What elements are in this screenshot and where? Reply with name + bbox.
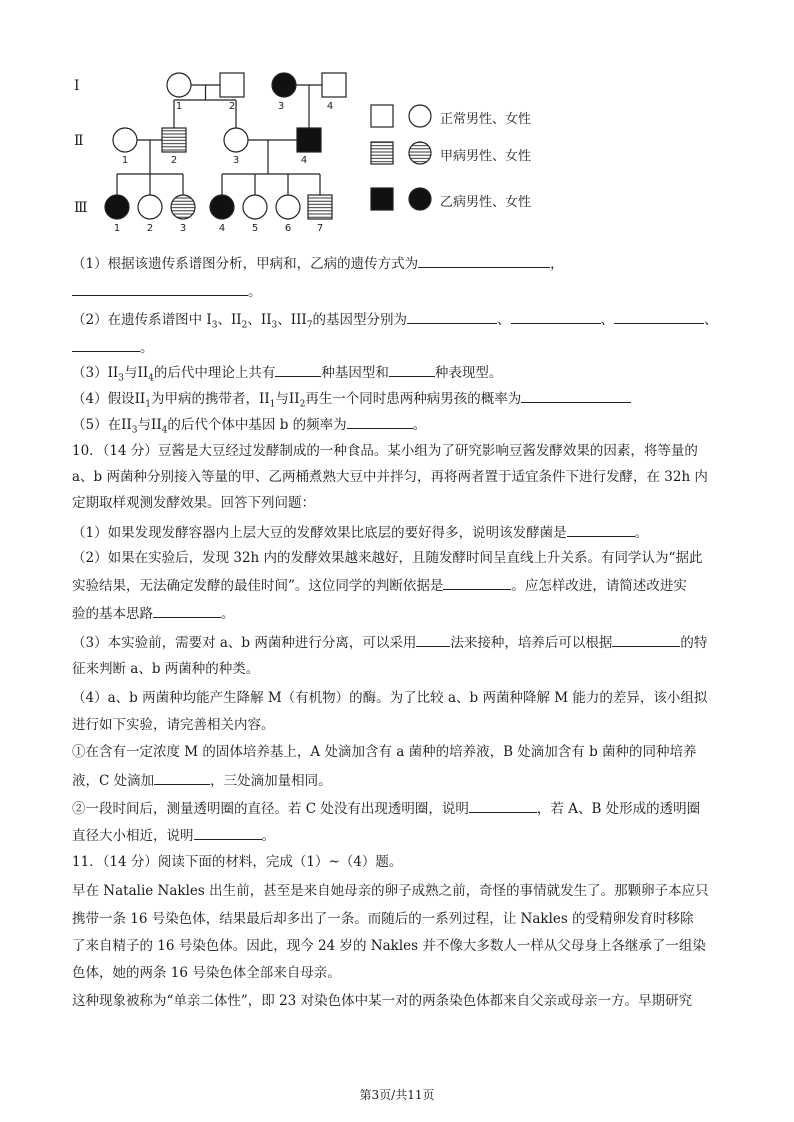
pedigree-I3-yi-female: [272, 73, 296, 97]
q10-part4-line6: [72, 825, 275, 845]
q9-part2-line2: [72, 337, 154, 357]
q11-text: 早在 Natalie Nakles 出生前，甚至是来自她母亲的卵子成熟之前，奇怪的事情就发生了。那颗卵子本应只: [72, 883, 709, 899]
pedigree-II1-normal-female: [113, 128, 137, 152]
q10-part2-end: 。: [221, 606, 235, 622]
num-I4: 4: [326, 101, 334, 112]
q11-text: 这种现象被称为“单亲二体性”，即 23 对染色体中某一对的两条染色体都来自父亲或母亲一方。早期研究: [72, 993, 693, 1009]
q11-line2: [72, 882, 709, 900]
gen-label-I: Ⅰ: [74, 78, 80, 94]
num-I3: 3: [277, 101, 285, 112]
legend-normal-label: 正常男性、女性: [440, 112, 532, 127]
q10-part3-line2: [72, 660, 259, 678]
answer-blank[interactable]: [511, 309, 601, 324]
q10-part3-line1: [72, 632, 707, 652]
answer-blank[interactable]: [443, 575, 511, 590]
q11-text: 携带一条 16 号染色体，结果最后却多出了一条。而随后的一系列过程，让 Nakles 的受精卵发育时移除: [72, 911, 694, 927]
q9-part5-text-c: 的后代个体中基因 b 的频率为: [167, 417, 347, 433]
separator: 、: [704, 312, 718, 328]
q10-part2-text-c: 验的基本思路: [72, 606, 153, 622]
q10-text: 进行如下实验，请完善相关内容。: [72, 717, 275, 733]
answer-blank[interactable]: [567, 522, 635, 537]
q9-part2-text-c: 、II: [247, 312, 272, 328]
q10-part4-line1: [72, 689, 707, 707]
separator: 、: [600, 312, 614, 328]
q10-part2-line1: [72, 549, 702, 567]
num-I1: 1: [175, 101, 183, 112]
subscript: 3: [211, 320, 218, 331]
answer-blank[interactable]: [612, 632, 680, 647]
pedigree-III2-normal-female: [138, 195, 162, 219]
gen-label-II: Ⅱ: [74, 133, 84, 149]
pedigree-legend: [360, 96, 590, 216]
pedigree-I2-normal-male: [220, 73, 244, 97]
legend-yi-male-symbol: [371, 188, 393, 210]
q10-part3-text-a: （3）本实验前，需要对 a、b 两菌种进行分离，可以采用: [72, 635, 417, 651]
pedigree-III6-normal-female: [276, 195, 300, 219]
q10-part2-text-b: 。应怎样改进，请简述改进实: [511, 578, 687, 594]
pedigree-II4-yi-male: [297, 128, 321, 152]
legend-jia-female-symbol: [409, 142, 431, 164]
q10-part3-text-c: 的特: [680, 635, 708, 651]
legend-yi-female-symbol: [409, 188, 431, 210]
subscript: 7: [306, 320, 313, 331]
q10-part4-line5: [72, 798, 700, 818]
q9-part2-text-a: （2）在遗传系谱图中 I: [72, 312, 212, 328]
num-III6: 6: [284, 223, 292, 232]
q11-line3: [72, 910, 694, 928]
q9-part3-text-e: 种表现型。: [434, 365, 503, 381]
num-III7: 7: [316, 223, 324, 232]
q11-line4: [72, 937, 706, 955]
q9-part3: [72, 362, 502, 388]
answer-blank[interactable]: [154, 770, 210, 785]
pedigree-chart: [70, 62, 370, 232]
q9-part2-text-e: 的基因型分别为: [312, 312, 407, 328]
q9-part5-text-a: （5）在II: [72, 417, 132, 433]
q10-part1: [72, 522, 648, 542]
pedigree-III7-jia-male: [308, 195, 332, 219]
q9-part1-line1: [72, 253, 564, 273]
pedigree-III4-yi-female: [210, 195, 234, 219]
pedigree-II3-normal-female: [224, 128, 248, 152]
legend-jia-male-symbol: [371, 142, 393, 164]
num-II3: 3: [232, 155, 240, 166]
answer-blank[interactable]: [389, 362, 435, 377]
num-III1: 1: [113, 223, 121, 232]
q9-part5-end: 。: [412, 417, 427, 433]
q9-part1-comma: ，: [550, 256, 564, 272]
page-footer: 第3页/共11页: [359, 1088, 435, 1102]
num-III2: 2: [146, 223, 154, 232]
q9-part4-text-c: 与II: [275, 391, 300, 407]
answer-blank[interactable]: [416, 632, 450, 647]
q9-part3-text-a: （3）II: [72, 365, 119, 381]
q10-text: 。: [261, 828, 275, 844]
pedigree-III3-jia-female: [171, 195, 195, 219]
q9-part5-text-b: 与II: [137, 417, 162, 433]
subscript: 3: [131, 425, 138, 436]
legend-normal-female-symbol: [409, 105, 431, 127]
num-III5: 5: [251, 223, 259, 232]
answer-blank[interactable]: [275, 362, 321, 377]
q10-part2-text: 实验结果，无法确定发酵的最佳时间”。这位同学的判断依据是: [72, 578, 444, 594]
q9-part2-text-b: 、II: [217, 312, 242, 328]
answer-blank[interactable]: [614, 309, 704, 324]
answer-blank[interactable]: [72, 337, 140, 352]
q10-text: 液，C 处滴加: [72, 773, 155, 789]
answer-blank[interactable]: [407, 309, 497, 324]
answer-blank[interactable]: [521, 388, 631, 403]
num-I2: 2: [228, 101, 236, 112]
num-II2: 2: [170, 155, 178, 166]
q10-part1-text: （1）如果发现发酵容器内上层大豆的发酵效果比底层的要好得多，说明该发酵菌是: [72, 525, 567, 541]
num-II1: 1: [121, 155, 129, 166]
q9-part4-text-a: （4）假设II: [72, 391, 146, 407]
q9-part5: [72, 414, 426, 440]
subscript: 4: [161, 425, 168, 436]
q11-line6: [72, 992, 692, 1010]
q10-part3-text-b: 法来接种，培养后可以根据: [450, 635, 613, 651]
q10-text: ①在含有一定浓度 M 的固体培养基上，A 处滴加含有 a 菌种的培养液，B 处滴加含有 b 菌种的同种培养: [72, 744, 697, 760]
q10-text: （4）a、b 两菌种均能产生降解 M（有机物）的酶。为了比较 a、b 两菌种降解 M 能力的差异，该小组拟: [72, 690, 708, 706]
q9-part3-text-c: 的后代中理论上共有: [153, 365, 276, 381]
q10-line1: [72, 442, 698, 460]
q10-text: a、b 两菌种分别接入等量的甲、乙两桶煮熟大豆中并拌匀，再将两者置于适宜条件下进行发酵，在 32h 内: [72, 469, 708, 485]
q9-part1-line2: [72, 281, 262, 301]
subscript: 2: [299, 399, 306, 410]
q10-text: 10．（14 分）豆酱是大豆经过发酵制成的一种食品。某小组为了研究影响豆酱发酵效果的因素，将等量的: [72, 443, 698, 459]
q9-part2-end: 。: [140, 340, 154, 356]
q10-text: ②一段时间后，测量透明圈的直径。若 C 处没有出现透明圈，说明: [72, 801, 469, 817]
q10-part4-line2: [72, 716, 275, 734]
answer-blank[interactable]: [153, 603, 221, 618]
subscript: 3: [271, 320, 278, 331]
q9-part1-end: 。: [248, 284, 262, 300]
q10-part1-end: 。: [634, 525, 649, 541]
num-II4: 4: [300, 155, 308, 166]
q9-part3-text-b: 与II: [124, 365, 149, 381]
q10-text: 定期取样观测发酵效果。回答下列问题：: [72, 495, 315, 511]
q10-line2: [72, 468, 708, 486]
q9-part3-text-d: 种基因型和: [321, 365, 389, 381]
pedigree-III1-yi-female: [105, 195, 129, 219]
q11-line1: [72, 853, 402, 871]
q9-part4-text-d: 再生一个同时患两种病男孩的概率为: [305, 391, 522, 407]
pedigree-III5-normal-female: [243, 195, 267, 219]
subscript: 1: [145, 399, 151, 410]
answer-blank[interactable]: [194, 825, 262, 840]
q11-text: 色体，她的两条 16 号染色体全部来自母亲。: [72, 965, 341, 981]
legend-jia-label: 甲病男性、女性: [440, 149, 532, 164]
q10-part2-line3: [72, 603, 235, 623]
subscript: 4: [148, 373, 154, 384]
q9-part4-text-b: 为甲病的携带者，II: [151, 391, 270, 407]
subscript: 2: [241, 320, 248, 331]
q9-part2-line1: [72, 309, 718, 335]
q10-part2-line2: [72, 575, 687, 595]
q9-part4: [72, 388, 631, 414]
subscript: 3: [118, 373, 124, 384]
legend-normal-male-symbol: [371, 105, 393, 127]
q11-line5: [72, 964, 341, 982]
q10-text: 直径大小相近，说明: [72, 828, 194, 844]
q11-text: 11．（14 分）阅读下面的材料，完成（1）~（4）题。: [72, 854, 403, 870]
legend-symbols: [360, 96, 440, 216]
num-III3: 3: [179, 223, 187, 232]
q9-part1-text: （1）根据该遗传系谱图分析，甲病和，乙病的遗传方式为: [72, 256, 419, 272]
q10-text: ，三处滴加量相同。: [210, 773, 332, 789]
q10-text: 征来判断 a、b 两菌种的种类。: [72, 661, 260, 677]
answer-blank[interactable]: [418, 253, 550, 268]
q10-text: ，若 A、B 处形成的透明圈: [536, 801, 701, 817]
pedigree-I4-normal-male: [322, 73, 346, 97]
answer-blank[interactable]: [347, 414, 413, 429]
legend-yi-label: 乙病男性、女性: [440, 195, 532, 210]
q10-part4-line3: [72, 743, 697, 761]
answer-blank[interactable]: [72, 281, 248, 296]
separator: 、: [497, 312, 511, 328]
pedigree-II2-jia-male: [162, 128, 186, 152]
answer-blank[interactable]: [469, 798, 537, 813]
gen-label-III: Ⅲ: [74, 200, 88, 216]
q9-part2-text-d: 、III: [277, 312, 307, 328]
num-III4: 4: [218, 223, 226, 232]
q10-part4-line4: [72, 770, 332, 790]
pedigree-I1-normal-female: [167, 73, 191, 97]
q10-text: （2）如果在实验后，发现 32h 内的发酵效果越来越好，且随发酵时间呈直线上升关系。有同学认为“据此: [72, 550, 703, 566]
q11-text: 了来自精子的 16 号染色体。因此，现今 24 岁的 Nakles 并不像大多数人一样从父母身上各继承了一组染: [72, 938, 706, 954]
q10-line3: [72, 494, 315, 512]
subscript: 1: [269, 399, 276, 410]
